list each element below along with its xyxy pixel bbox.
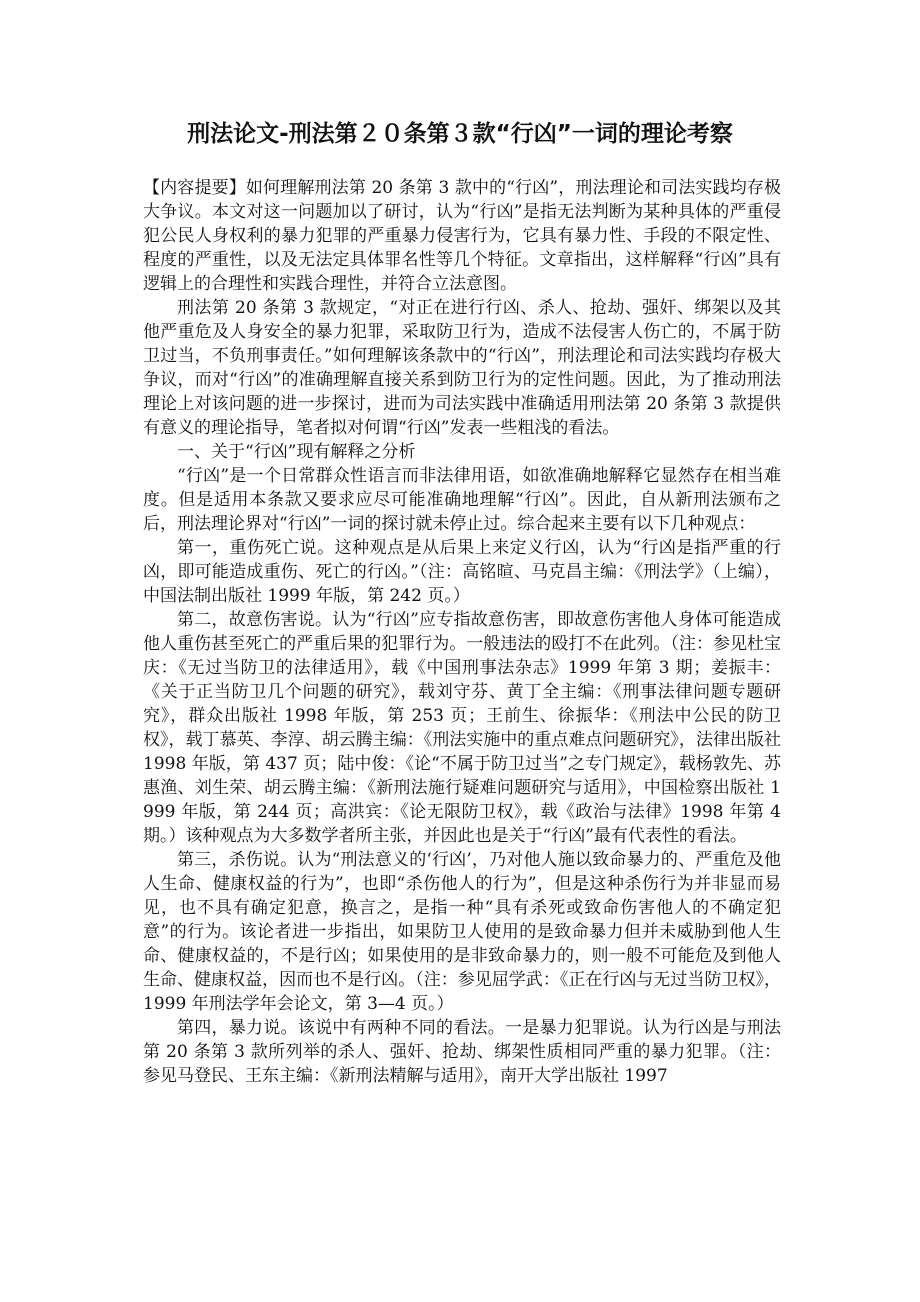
body-paragraph: 第一，重伤死亡说。这种观点是从后果上来定义行凶，认为“行凶是指严重的行凶，即可能造成重伤、死亡的行凶。”（注：高铭暄、马克昌主编：《刑法学》（上编），中国法制出版社 1999 年版，第 242 页。） xyxy=(143,538,781,606)
body-paragraph: 第三，杀伤说。认为“刑法意义的‘行凶’，乃对他人施以致命暴力的、严重危及他人生命、健康权益的行为”，也即“杀伤他人的行为”，但是这种杀伤行为并非显而易见，也不具有确定犯意，换言之，是指一种“具有杀死或致命伤害他人的不确定犯意”的行为。该论者进一步指出，如果防卫人使用的是致命暴力但并未威胁到他人生命、健康权益的，不是行凶；如果使用的是非致命暴力的，则一般不可能危及到他人生命、健康权益，因而也不是行凶。（注：参见屈学武：《正在行凶与无过当防卫权》，1999 年刑法学年会论文，第 3—4 页。） xyxy=(143,850,781,1014)
document-body xyxy=(143,176,781,1088)
abstract-paragraph: 【内容提要】如何理解刑法第 20 条第 3 款中的“行凶”，刑法理论和司法实践均存极大争议。本文对这一问题加以了研讨，认为“行凶”是指无法判断为某种具体的严重侵犯公民人身权利的暴力犯罪的严重暴力侵害行为，它具有暴力性、手段的不限定性、程度的严重性，以及无法定具体罪名性等几个特征。文章指出，这样解释“行凶”具有逻辑上的合理性和实践合理性，并符合立法意图。 xyxy=(143,178,781,294)
body-paragraph: 第二，故意伤害说。认为“行凶”应专指故意伤害，即故意伤害他人身体可能造成他人重伤甚至死亡的严重后果的犯罪行为。一般违法的殴打不在此列。（注：参见杜宝庆：《无过当防卫的法律适用》，载《中国刑事法杂志》1999 年第 3 期；姜振丰：《关于正当防卫几个问题的研究》，载刘守芬、黄丁全主编：《刑事法律问题专题研究》，群众出版社 1998 年版，第 253 页；王前生、徐振华：《刑法中公民的防卫权》，载丁慕英、李淳、胡云腾主编：《刑法实施中的重点难点问题研究》，法律出版社 1998 年版，第 437 页；陆中俊：《论“不属于防卫过当”之专门规定》，载杨敦先、苏惠渔、刘生荣、胡云腾主编：《新刑法施行疑难问题研究与适用》，中国检察出版社 1999 年版，第 244 页；高洪宾：《论无限防卫权》，载《政治与法律》1998 年第 4 期。）该种观点为大多数学者所主张，并因此也是关于“行凶”最有代表性的看法。 xyxy=(143,610,781,846)
document-title: 刑法论文-刑法第２０条第３款“行凶”一词的理论考察 xyxy=(187,121,733,147)
section-heading: 一、关于“行凶”现有解释之分析 xyxy=(177,442,416,462)
body-paragraph: 第四，暴力说。该说中有两种不同的看法。一是暴力犯罪说。认为行凶是与刑法第 20 条第 3 款所列举的杀人、强奸、抢劫、绑架性质相同严重的暴力犯罪。（注：参见马登民、王东主编：《新刑法精解与适用》，南开大学出版社 1997 xyxy=(143,1018,781,1086)
body-paragraph: 刑法第 20 条第 3 款规定，“对正在进行行凶、杀人、抢劫、强奸、绑架以及其他严重危及人身安全的暴力犯罪，采取防卫行为，造成不法侵害人伤亡的，不属于防卫过当，不负刑事责任。”如何理解该条款中的“行凶”，刑法理论和司法实践均存极大争议，而对“行凶”的准确理解直接关系到防卫行为的定性问题。因此，为了推动刑法理论上对该问题的进一步探讨，进而为司法实践中准确适用刑法第 20 条第 3 款提供有意义的理论指导，笔者拟对何谓“行凶”发表一些粗浅的看法。 xyxy=(143,298,781,438)
body-paragraph: “行凶”是一个日常群众性语言而非法律用语，如欲准确地解释它显然存在相当难度。但是适用本条款又要求应尽可能准确地理解“行凶”。因此，自从新刑法颁布之后，刑法理论界对“行凶”一词的探讨就未停止过。综合起来主要有以下几种观点： xyxy=(143,466,781,534)
